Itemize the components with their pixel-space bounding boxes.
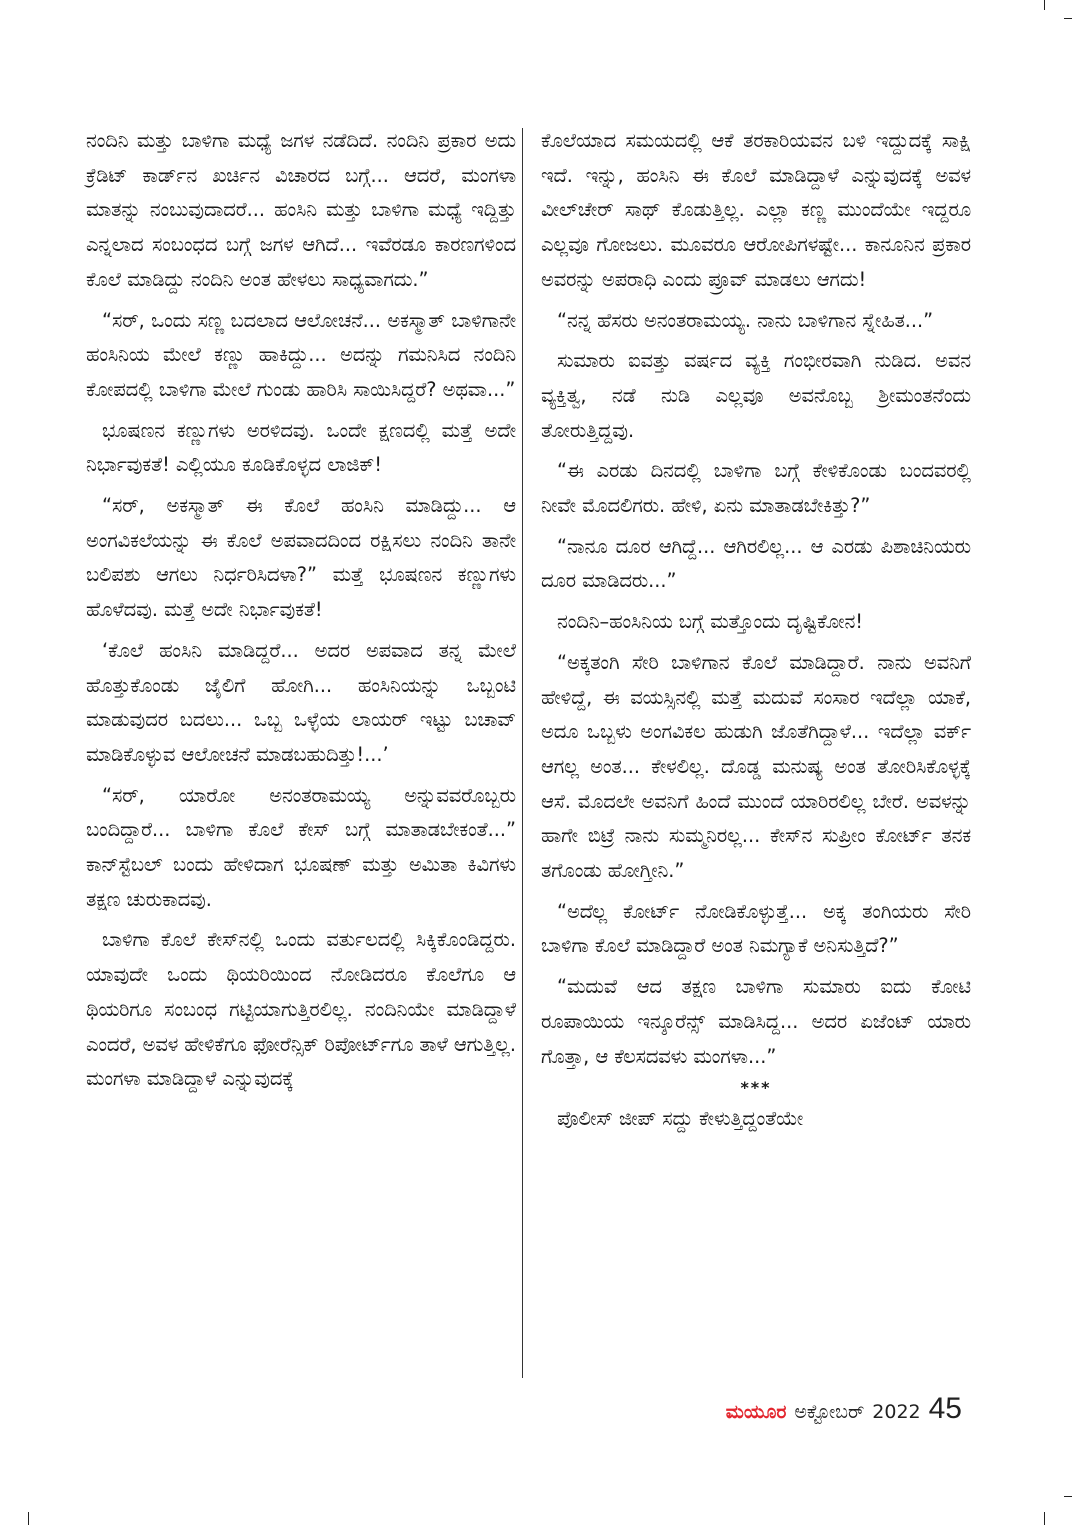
paragraph: ನಂದಿನಿ ಮತ್ತು ಬಾಳಿಗಾ ಮಧ್ಯೆ ಜಗಳ ನಡೆದಿದೆ. ನಂದಿನಿ ಪ್ರಕಾರ ಅದು ಕ್ರೆಡಿಟ್ ಕಾರ್ಡ್‌ನ ಖರ್ಚಿನ ವಿಚಾರದ ಬಗ್ಗೆ... ಆದರೆ, ಮಂಗಳಾ ಮಾತನ್ನು ನಂಬುವುದಾದರೆ... ಹಂಸಿನಿ ಮತ್ತು ಬಾಳಿಗಾ ಮಧ್ಯೆ ಇದ್ದಿತ್ತು ಎನ್ನಲಾದ ಸಂಬಂಧದ ಬಗ್ಗೆ ಜಗಳ ಆಗಿದೆ... ಇವೆರಡೂ ಕಾರಣಗಳಿಂದ ಕೊಲೆ ಮಾಡಿದ್ದು ನಂದಿನಿ ಅಂತ ಹೇಳಲು ಸಾಧ್ಯವಾಗದು.” [86, 129, 516, 291]
column-divider [522, 128, 523, 1378]
magazine-logo: ಮಯೂರ [725, 1401, 787, 1423]
paragraph: “ಅದೆಲ್ಲ ಕೋರ್ಟ್ ನೋಡಿಕೊಳ್ಳುತ್ತೆ... ಅಕ್ಕ ತಂಗಿಯರು ಸೇರಿ ಬಾಳಿಗಾ ಕೊಲೆ ಮಾಡಿದ್ದಾರೆ ಅಂತ ನಿಮಗ್ಯಾಕೆ ಅನಿಸುತ್ತಿದೆ?” [541, 899, 971, 958]
page-number: 45 [928, 1392, 962, 1425]
paragraph: ‘ಕೊಲೆ ಹಂಸಿನಿ ಮಾಡಿದ್ದರೆ... ಅದರ ಅಪವಾದ ತನ್ನ ಮೇಲೆ ಹೊತ್ತುಕೊಂಡು ಜೈಲಿಗೆ ಹೋಗಿ... ಹಂಸಿನಿಯನ್ನು ಒಬ್ಬಂಟಿ ಮಾಡುವುದರ ಬದಲು... ಒಬ್ಬ ಒಳ್ಳೆಯ ಲಾಯರ್ ಇಟ್ಟು ಬಚಾವ್ ಮಾಡಿಕೊಳ್ಳುವ ಆಲೋಚನೆ ಮಾಡಬಹುದಿತ್ತು!...’ [86, 638, 516, 766]
paragraph: “ನಾನೂ ದೂರ ಆಗಿದ್ದೆ... ಆಗಿರಲಿಲ್ಲ... ಆ ಎರಡು ಪಿಶಾಚಿನಿಯರು ದೂರ ಮಾಡಿದರು...” [541, 534, 971, 593]
issue-month: ಅಕ್ಟೋಬರ್ [794, 1401, 865, 1423]
paragraph: “ಈ ಎರಡು ದಿನದಲ್ಲಿ ಬಾಳಿಗಾ ಬಗ್ಗೆ ಕೇಳಿಕೊಂಡು ಬಂದವರಲ್ಲಿ ನೀವೇ ಮೊದಲಿಗರು. ಹೇಳಿ, ಏನು ಮಾತಾಡಬೇಕಿತ್ತು?” [541, 459, 971, 518]
left-column [86, 124, 516, 1097]
paragraph: “ಸರ್, ಯಾರೋ ಅನಂತರಾಮಯ್ಯ ಅನ್ನುವವರೊಬ್ಬರು ಬಂದಿದ್ದಾರೆ... ಬಾಳಿಗಾ ಕೊಲೆ ಕೇಸ್ ಬಗ್ಗೆ ಮಾತಾಡಬೇಕಂತೆ...” ಕಾನ್‌ಸ್ಟೆಬಲ್ ಬಂದು ಹೇಳಿದಾಗ ಭೂಷಣ್ ಮತ್ತು ಅಮಿತಾ ಕಿವಿಗಳು ತಕ್ಷಣ ಚುರುಕಾದವು. [86, 783, 516, 911]
paragraph: ಕೊಲೆಯಾದ ಸಮಯದಲ್ಲಿ ಆಕೆ ತರಕಾರಿಯವನ ಬಳಿ ಇದ್ದುದಕ್ಕೆ ಸಾಕ್ಷಿ ಇದೆ. ಇನ್ನು, ಹಂಸಿನಿ ಈ ಕೊಲೆ ಮಾಡಿದ್ದಾಳೆ ಎನ್ನುವುದಕ್ಕೆ ಅವಳ ವೀಲ್‌ಚೇರ್ ಸಾಥ್ ಕೊಡುತ್ತಿಲ್ಲ. ಎಲ್ಲಾ ಕಣ್ಣ ಮುಂದೆಯೇ ಇದ್ದರೂ ಎಲ್ಲವೂ ಗೋಜಲು. ಮೂವರೂ ಆರೋಪಿಗಳಷ್ಟೇ... ಕಾನೂನಿನ ಪ್ರಕಾರ ಅವರನ್ನು ಅಪರಾಧಿ ಎಂದು ಪ್ರೂವ್ ಮಾಡಲು ಆಗದು! [541, 129, 971, 291]
right-column [541, 124, 971, 1137]
paragraph: “ಅಕ್ಕತಂಗಿ ಸೇರಿ ಬಾಳಿಗಾನ ಕೊಲೆ ಮಾಡಿದ್ದಾರೆ. ನಾನು ಅವನಿಗೆ ಹೇಳಿದ್ದೆ, ಈ ವಯಸ್ಸಿನಲ್ಲಿ ಮತ್ತೆ ಮದುವೆ ಸಂಸಾರ ಇದೆಲ್ಲಾ ಯಾಕೆ, ಅದೂ ಒಬ್ಬಳು ಅಂಗವಿಕಲ ಹುಡುಗಿ ಜೊತೆಗಿದ್ದಾಳೆ... ಇದೆಲ್ಲಾ ವರ್ಕ್ ಆಗಲ್ಲ ಅಂತ... ಕೇಳಲಿಲ್ಲ. ದೊಡ್ಡ ಮನುಷ್ಯ ಅಂತ ತೋರಿಸಿಕೊಳ್ಳಕ್ಕೆ ಆಸೆ. ಮೊದಲೇ ಅವನಿಗೆ ಹಿಂದೆ ಮುಂದೆ ಯಾರಿರಲಿಲ್ಲ ಬೇರೆ. ಅವಳನ್ನು ಹಾಗೇ ಬಿಟ್ರೆ ನಾನು ಸುಮ್ಮನಿರಲ್ಲ... ಕೇಸ್‌ನ ಸುಪ್ರೀಂ ಕೋರ್ಟ್ ತನಕ ತಗೊಂಡು ಹೋಗ್ತೀನಿ.” [541, 650, 971, 883]
crop-mark-right-lower [1064, 1496, 1072, 1497]
paragraph: “ನನ್ನ ಹೆಸರು ಅನಂತರಾಮಯ್ಯ. ನಾನು ಬಾಳಿಗಾನ ಸ್ನೇಹಿತ...” [557, 308, 934, 332]
paragraph: ಸುಮಾರು ಐವತ್ತು ವರ್ಷದ ವ್ಯಕ್ತಿ ಗಂಭೀರವಾಗಿ ನುಡಿದ. ಅವನ ವ್ಯಕ್ತಿತ್ವ, ನಡೆ ನುಡಿ ಎಲ್ಲವೂ ಅವನೊಬ್ಬ ಶ್ರೀಮಂತನೆಂದು ತೋರುತ್ತಿದ್ದವು. [541, 349, 971, 442]
section-separator: *** [740, 1078, 772, 1098]
paragraph: “ಸರ್, ಒಂದು ಸಣ್ಣ ಬದಲಾದ ಆಲೋಚನೆ... ಅಕಸ್ಮಾತ್ ಬಾಳಿಗಾನೇ ಹಂಸಿನಿಯ ಮೇಲೆ ಕಣ್ಣು ಹಾಕಿದ್ದು... ಅದನ್ನು ಗಮನಿಸಿದ ನಂದಿನಿ ಕೋಪದಲ್ಲಿ ಬಾಳಿಗಾ ಮೇಲೆ ಗುಂಡು ಹಾರಿಸಿ ಸಾಯಿಸಿದ್ದರೆ? ಅಥವಾ...” [86, 308, 516, 401]
page-footer [726, 1392, 962, 1426]
paragraph: “ಸರ್, ಅಕಸ್ಮಾತ್ ಈ ಕೊಲೆ ಹಂಸಿನಿ ಮಾಡಿದ್ದು... ಆ ಅಂಗವಿಕಲೆಯನ್ನು ಈ ಕೊಲೆ ಅಪವಾದದಿಂದ ರಕ್ಷಿಸಲು ನಂದಿನಿ ತಾನೇ ಬಲಿಪಶು ಆಗಲು ನಿರ್ಧರಿಸಿದಳಾ?” ಮತ್ತೆ ಭೂಷಣನ ಕಣ್ಣುಗಳು ಹೊಳೆದವು. ಮತ್ತೆ ಅದೇ ನಿರ್ಭಾವುಕತೆ! [86, 494, 516, 622]
paragraph: ಬಾಳಿಗಾ ಕೊಲೆ ಕೇಸ್‌ನಲ್ಲಿ ಒಂದು ವರ್ತುಲದಲ್ಲಿ ಸಿಕ್ಕಿಕೊಂಡಿದ್ದರು. ಯಾವುದೇ ಒಂದು ಥಿಯರಿಯಿಂದ ನೋಡಿದರೂ ಕೊಲೆಗೂ ಆ ಥಿಯರಿಗೂ ಸಂಬಂಧ ಗಟ್ಟಿಯಾಗುತ್ತಿರಲಿಲ್ಲ. ನಂದಿನಿಯೇ ಮಾಡಿದ್ದಾಳೆ ಎಂದರೆ, ಅವಳ ಹೇಳಿಕೆಗೂ ಫೋರೆನ್ಸಿಕ್ ರಿಪೋರ್ಟ್‌ಗೂ ತಾಳೆ ಆಗುತ್ತಿಲ್ಲ. ಮಂಗಳಾ ಮಾಡಿದ್ದಾಳೆ ಎನ್ನುವುದಕ್ಕೆ [86, 928, 516, 1091]
crop-mark-top-right [1044, 0, 1045, 10]
crop-mark-right-upper [1064, 18, 1072, 19]
paragraph: “ಮದುವೆ ಆದ ತಕ್ಷಣ ಬಾಳಿಗಾ ಸುಮಾರು ಐದು ಕೋಟಿ ರೂಪಾಯಿಯ ಇನ್ಶೂರೆನ್ಸ್ ಮಾಡಿಸಿದ್ದ... ಅದರ ಏಜೆಂಟ್ ಯಾರು ಗೊತ್ತಾ, ಆ ಕೆಲಸದವಳು ಮಂಗಳಾ...” [541, 975, 971, 1068]
crop-mark-bottom-left [28, 1512, 29, 1525]
issue-year: 2022 [872, 1401, 921, 1423]
paragraph: ಪೊಲೀಸ್ ಜೀಪ್ ಸದ್ದು ಕೇಳುತ್ತಿದ್ದಂತೆಯೇ [557, 1107, 804, 1131]
paragraph: ಭೂಷಣನ ಕಣ್ಣುಗಳು ಅರಳಿದವು. ಒಂದೇ ಕ್ಷಣದಲ್ಲಿ ಮತ್ತೆ ಅದೇ ನಿರ್ಭಾವುಕತೆ! ಎಲ್ಲಿಯೂ ಕೂಡಿಕೊಳ್ಳದ ಲಾಜಿಕ್! [86, 418, 516, 477]
paragraph: ನಂದಿನಿ–ಹಂಸಿನಿಯ ಬಗ್ಗೆ ಮತ್ತೊಂದು ದೃಷ್ಟಿಕೋನ! [557, 610, 863, 634]
crop-mark-bottom-right [1044, 1512, 1045, 1525]
